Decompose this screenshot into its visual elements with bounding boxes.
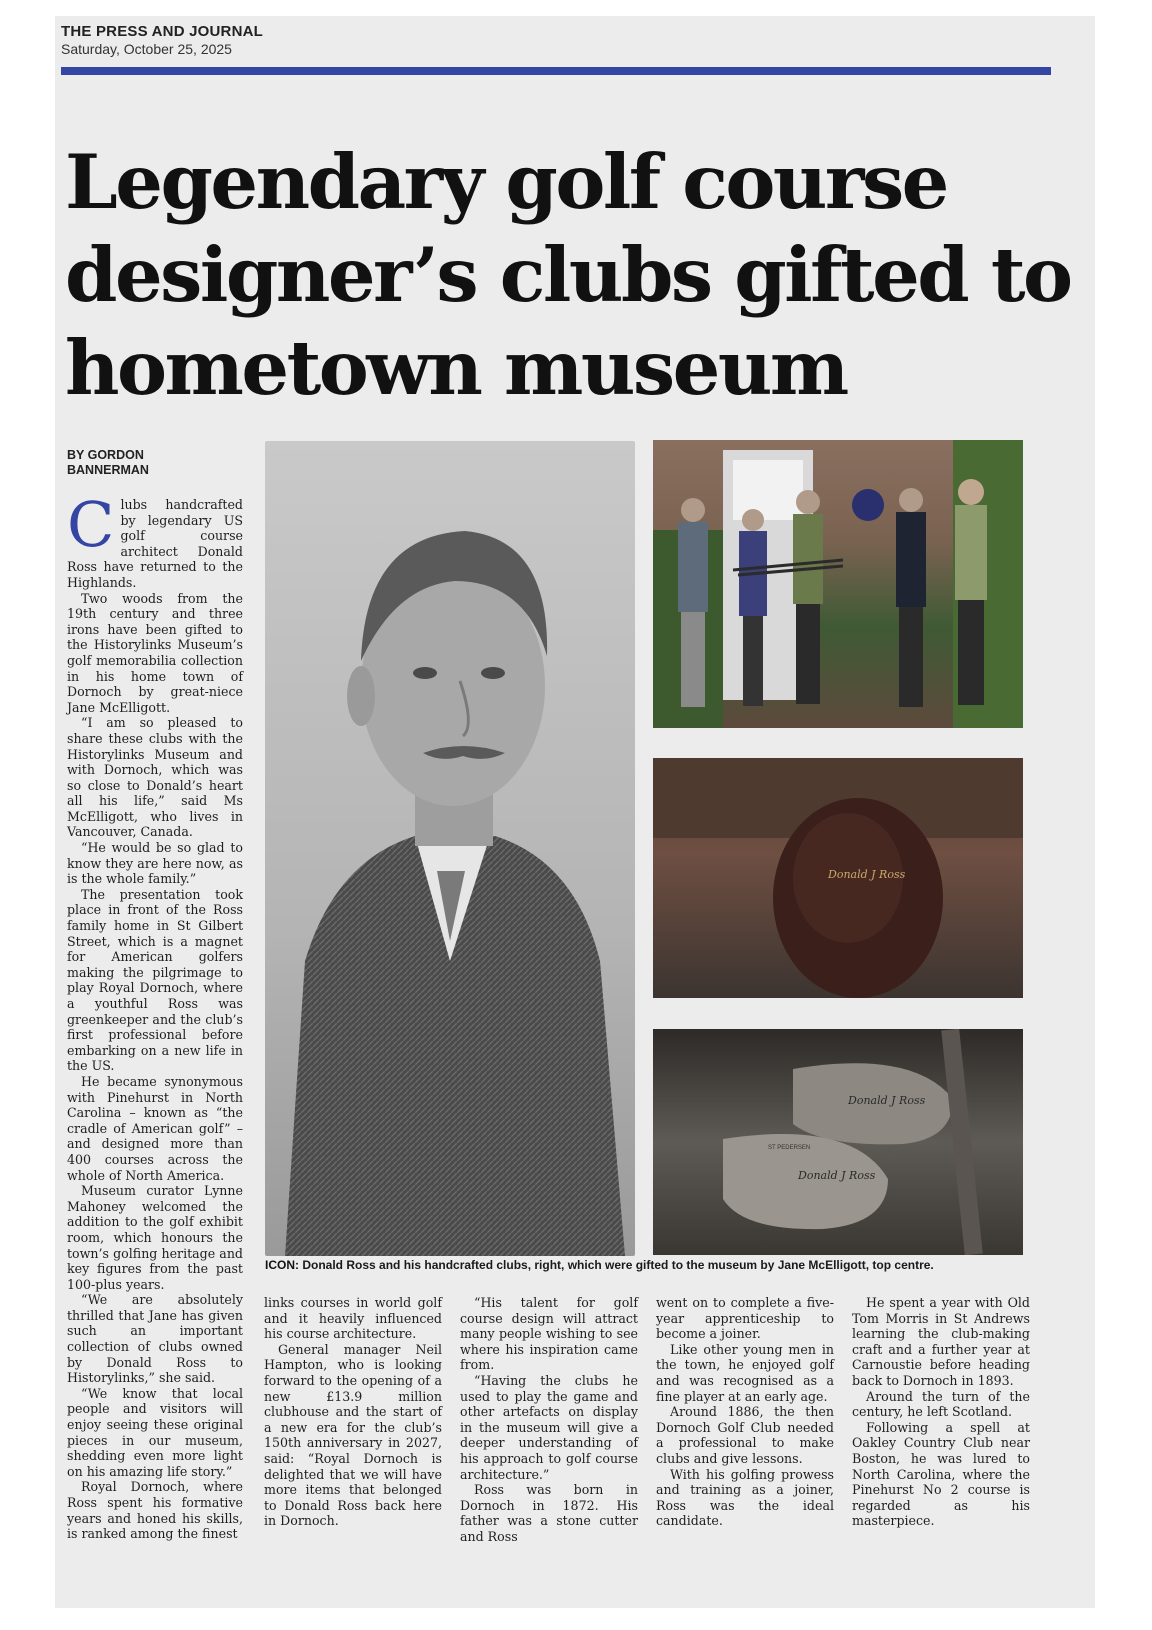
masthead bbox=[61, 23, 263, 57]
paragraph: Museum curator Lynne Mahoney welcomed the addition to the golf exhibit room, which honours the town’s golfing heritage and key figures from the past 100-plus years. bbox=[67, 1183, 243, 1292]
wooden-club-head-photo bbox=[653, 758, 1023, 998]
publication-date: Saturday, October 25, 2025 bbox=[61, 41, 232, 57]
paragraph: “He would be so glad to know they are here now, as is the whole family.” bbox=[67, 840, 243, 887]
paragraph: Like other young men in the town, he enjoyed golf and was recognised as a fine player at an early age. bbox=[656, 1341, 834, 1404]
lead-text: lubs handcrafted by legendary US golf course architect Donald Ross have returned to the Highlands. bbox=[67, 497, 243, 590]
caption-label: ICON: bbox=[265, 1258, 299, 1272]
paragraph: “We know that local people and visitors will enjoy seeing these original pieces in our museum, shedding even more light on his amazing life story.” bbox=[67, 1385, 243, 1479]
donald-ross-portrait-photo bbox=[265, 441, 635, 1256]
byline: BY GORDON BANNERMAN bbox=[67, 448, 149, 477]
paragraph: “We are absolutely thrilled that Jane has given such an important collection of clubs owned by Donald Ross to Historylinks,” she said. bbox=[67, 1292, 243, 1386]
article-column-2 bbox=[264, 1295, 442, 1529]
publication-name: THE PRESS AND JOURNAL bbox=[61, 23, 263, 40]
paragraph: He spent a year with Old Tom Morris in St Andrews learning the club-making craft and a further year at Carnoustie before heading back to Dornoch in 1893. bbox=[852, 1295, 1030, 1388]
paragraph: “His talent for golf course design will attract many people wishing to see where his inspiration came from. bbox=[460, 1295, 638, 1373]
newspaper-clipping bbox=[55, 16, 1095, 1608]
paragraph: went on to complete a five-year apprenticeship to become a joiner. bbox=[656, 1295, 834, 1342]
iron-club-heads-photo bbox=[653, 1029, 1023, 1255]
paragraph: He became synonymous with Pinehurst in North Carolina – known as “the cradle of American golf” – and designed more than 400 courses across the whole of North America. bbox=[67, 1073, 243, 1183]
group-photo-illustration bbox=[653, 440, 1023, 728]
maker-stamp: ST PEDERSEN bbox=[768, 1145, 811, 1151]
engraving-text: Donald J Ross bbox=[848, 1094, 926, 1107]
article-column-4 bbox=[656, 1295, 834, 1529]
lead-paragraph bbox=[67, 488, 243, 591]
paragraph: General manager Neil Hampton, who is looking forward to the opening of a new £13.9 million clubhouse and the start of a new era for the club’s 150th anniversary in 2027, said: “Royal Dornoch is delighted that we will have more items that belonged to Donald Ross back here in Dornoch. bbox=[264, 1341, 442, 1529]
paragraph: links courses in world golf and it heavily influenced his course architecture. bbox=[264, 1295, 442, 1342]
wooden-club-illustration bbox=[653, 758, 1023, 998]
iron-clubs-illustration bbox=[653, 1029, 1023, 1255]
paragraph: Ross was born in Dornoch in 1872. His father was a stone cutter and Ross bbox=[460, 1482, 638, 1544]
photo-caption bbox=[265, 1258, 1045, 1272]
engraving-text: Donald J Ross bbox=[828, 868, 906, 881]
portrait-illustration bbox=[265, 441, 635, 1256]
paragraph: With his golfing prowess and training as a joiner, Ross was the ideal candidate. bbox=[656, 1466, 834, 1529]
presentation-group-photo bbox=[653, 440, 1023, 728]
article-column-3 bbox=[460, 1295, 638, 1545]
engraving-text: Donald J Ross bbox=[798, 1169, 876, 1182]
masthead-rule bbox=[61, 67, 1051, 75]
paragraph: “Having the clubs he used to play the game and other artefacts on display in the museum will give a deeper understanding of his approach to golf course architecture.” bbox=[460, 1372, 638, 1482]
paragraph: Royal Dornoch, where Ross spent his formative years and honed his skills, is ranked among the finest bbox=[67, 1479, 243, 1542]
paragraph: The presentation took place in front of the Ross family home in St Gilbert Street, which is a magnet for American golfers making the pilgrimage to play Royal Dornoch, where a youthful Ross was greenkeeper and the club’s first professional before embarking on a new life in the US. bbox=[67, 886, 243, 1074]
paragraph: Following a spell at Oakley Country Club near Boston, he was lured to North Carolina, where the Pinehurst No 2 course is regarded as his masterpiece. bbox=[852, 1419, 1030, 1529]
article-column-1 bbox=[67, 488, 243, 1542]
paragraph: “I am so pleased to share these clubs with the Historylinks Museum and with Dornoch, which was so close to Donald’s heart all his life,” said Ms McElligott, who lives in Vancouver, Canada. bbox=[67, 715, 243, 840]
paragraph: Two woods from the 19th century and three irons have been gifted to the Historylinks Museum’s golf memorabilia collection in his home town of Dornoch by great-niece Jane McElligott. bbox=[67, 590, 243, 715]
paragraph: Around 1886, the then Dornoch Golf Club needed a professional to make clubs and give lessons. bbox=[656, 1404, 834, 1466]
caption-text: Donald Ross and his handcrafted clubs, right, which were gifted to the museum by Jane McElligott, top centre. bbox=[302, 1258, 934, 1272]
dropcap: C bbox=[67, 488, 115, 561]
headline: Legendary golf course designer’s clubs gifted to hometown museum bbox=[65, 138, 1071, 412]
paragraph: Around the turn of the century, he left Scotland. bbox=[852, 1388, 1030, 1420]
article-column-5 bbox=[852, 1295, 1030, 1529]
